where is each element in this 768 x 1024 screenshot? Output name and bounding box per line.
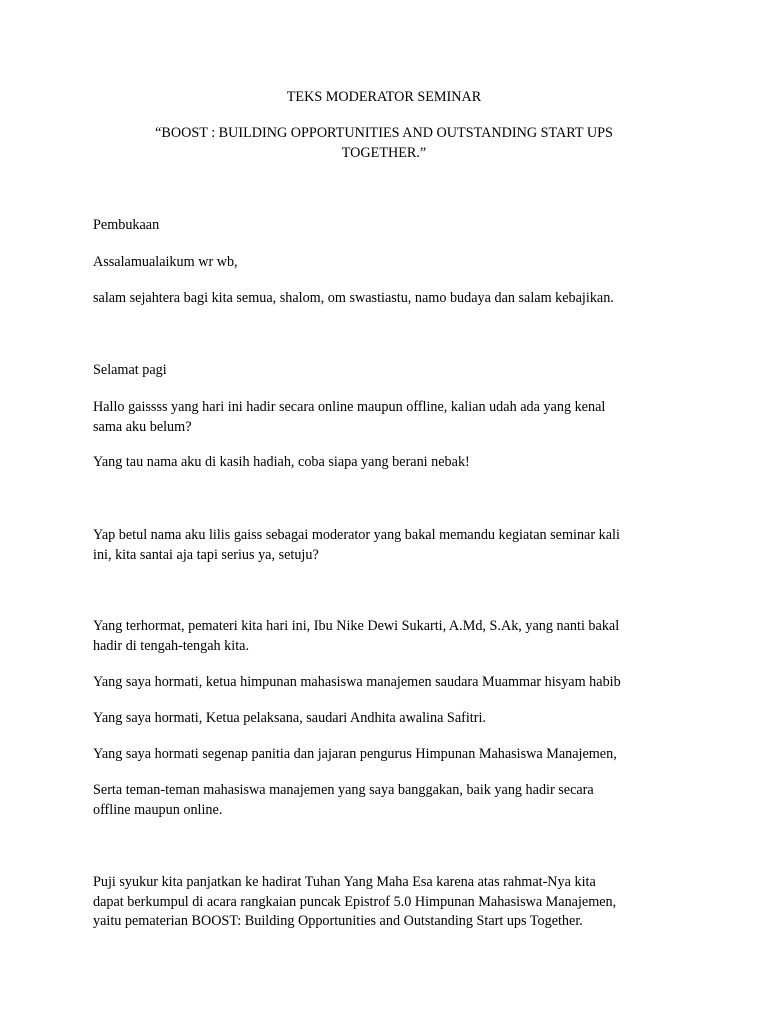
paragraph-line: salam sejahtera bagi kita semua, shalom, om swastiastu, namo budaya dan salam kebajikan. xyxy=(93,290,614,306)
paragraph-hallo xyxy=(93,398,678,437)
document-subtitle xyxy=(118,124,650,163)
paragraph-line: Hallo gaissss yang hari ini hadir secara online maupun offline, kalian udah ada yang kenal xyxy=(93,399,606,415)
heading-pembukaan xyxy=(93,216,678,236)
paragraph-selamat-pagi xyxy=(93,361,678,381)
subtitle-line: “BOOST : BUILDING OPPORTUNITIES AND OUTSTANDING START UPS xyxy=(155,125,613,141)
paragraph-puji-syukur xyxy=(93,873,678,932)
paragraph-line: dapat berkumpul di acara rangkaian puncak Epistrof 5.0 Himpunan Mahasiswa Manajemen, xyxy=(93,893,617,910)
paragraph-line: Assalamualaikum wr wb, xyxy=(93,254,238,270)
paragraph-mahasiswa xyxy=(93,781,678,820)
paragraph-line: sama aku belum? xyxy=(93,418,192,435)
paragraph-line: Pembukaan xyxy=(93,217,160,233)
paragraph-line: Puji syukur kita panjatkan ke hadirat Tuhan Yang Maha Esa karena atas rahmat-Nya kita xyxy=(93,874,596,890)
paragraph-line: Yang terhormat, pemateri kita hari ini, Ibu Nike Dewi Sukarti, A.Md, S.Ak, yang nanti bakal xyxy=(93,618,620,634)
paragraph-moderator xyxy=(93,526,678,565)
paragraph-line: hadir di tengah-tengah kita. xyxy=(93,637,250,654)
paragraph-line: ini, kita santai aja tapi serius ya, setuju? xyxy=(93,546,319,563)
paragraph-line: yaitu pematerian BOOST: Building Opportunities and Outstanding Start ups Together. xyxy=(93,913,583,929)
paragraph-line: Serta teman-teman mahasiswa manajemen yang saya banggakan, baik yang hadir secara xyxy=(93,782,594,798)
paragraph-line: Yang saya hormati segenap panitia dan jajaran pengurus Himpunan Mahasiswa Manajemen, xyxy=(93,746,617,762)
subtitle-line: TOGETHER.” xyxy=(341,144,427,161)
paragraph-line: Yang tau nama aku di kasih hadiah, coba siapa yang berani nebak! xyxy=(93,454,470,470)
paragraph-line: Yang saya hormati, Ketua pelaksana, saudari Andhita awalina Safitri. xyxy=(93,710,486,726)
paragraph-ketua-himpunan xyxy=(93,673,678,693)
paragraph-line: Yang saya hormati, ketua himpunan mahasiswa manajemen saudara Muammar hisyam habib xyxy=(93,674,621,690)
paragraph-line: offline maupun online. xyxy=(93,801,223,818)
paragraph-salam xyxy=(93,289,678,309)
document-title: TEKS MODERATOR SEMINAR xyxy=(286,89,482,105)
paragraph-greeting xyxy=(93,253,678,273)
paragraph-panitia xyxy=(93,745,678,765)
paragraph-pemateri xyxy=(93,617,678,656)
paragraph-line: Yap betul nama aku lilis gaiss sebagai moderator yang bakal memandu kegiatan seminar kali xyxy=(93,527,620,543)
paragraph-line: Selamat pagi xyxy=(93,362,167,378)
paragraph-tebak xyxy=(93,453,678,473)
paragraph-ketua-pelaksana xyxy=(93,709,678,729)
